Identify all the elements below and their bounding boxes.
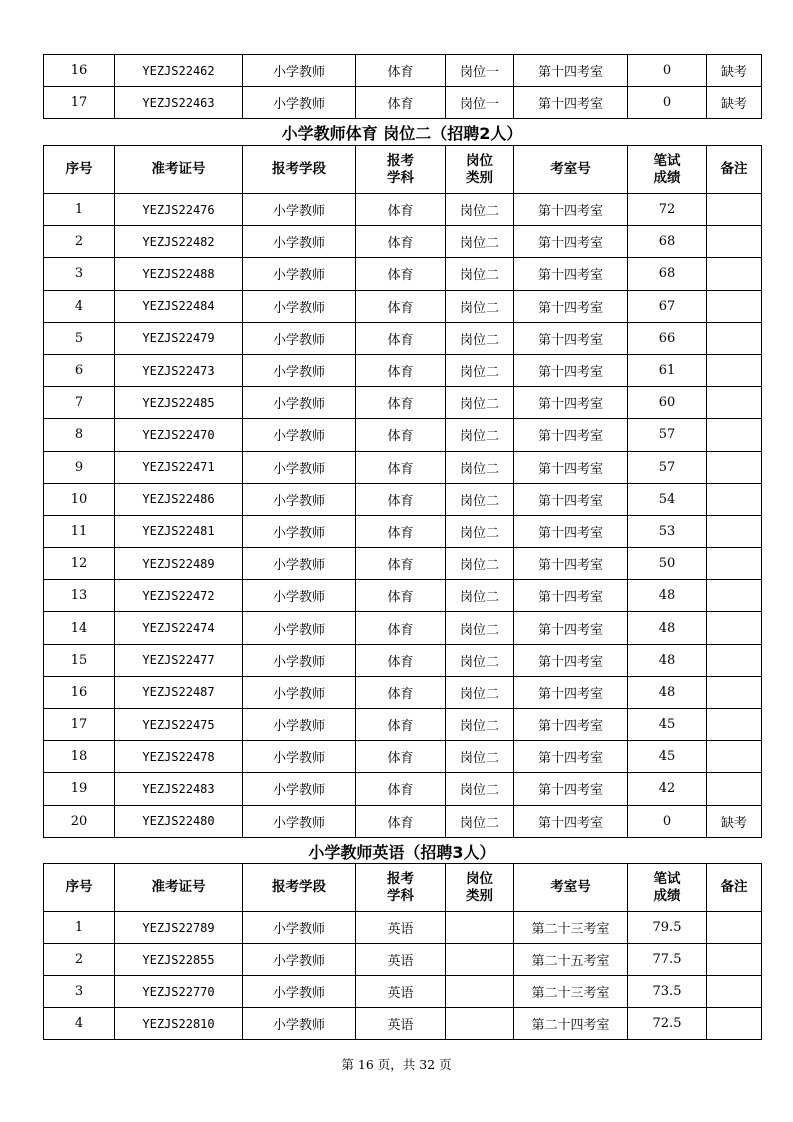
cell-score: 45 [628, 741, 707, 773]
cell-exam-id: YEZJS22471 [115, 451, 243, 483]
cell-room: 第十四考室 [514, 805, 628, 837]
cell-room: 第二十四考室 [514, 1008, 628, 1040]
cell-seq: 7 [44, 387, 115, 419]
cell-remark [707, 548, 762, 580]
section-title-pe-post-2: 小学教师体育 岗位二（招聘2人） [281, 124, 523, 143]
cell-seq: 11 [44, 515, 115, 547]
cell-level: 小学教师 [243, 354, 356, 386]
cell-subject: 英语 [356, 912, 446, 944]
cell-score: 61 [628, 354, 707, 386]
cell-post [446, 976, 514, 1008]
cell-level: 小学教师 [243, 612, 356, 644]
cell-level: 小学教师 [243, 55, 356, 87]
cell-post: 岗位二 [446, 805, 514, 837]
column-header-post: 岗位 类别 [446, 146, 514, 194]
cell-seq: 16 [44, 55, 115, 87]
cell-remark [707, 976, 762, 1008]
cell-remark [707, 451, 762, 483]
cell-post: 岗位二 [446, 741, 514, 773]
cell-room: 第十四考室 [514, 451, 628, 483]
cell-score: 77.5 [628, 944, 707, 976]
table-row [44, 483, 762, 515]
cell-level: 小学教师 [243, 258, 356, 290]
cell-exam-id: YEZJS22475 [115, 709, 243, 741]
cell-post: 岗位二 [446, 548, 514, 580]
cell-remark: 缺考 [707, 805, 762, 837]
cell-exam-id: YEZJS22789 [115, 912, 243, 944]
cell-seq: 3 [44, 258, 115, 290]
cell-post: 岗位一 [446, 55, 514, 87]
cell-subject: 体育 [356, 387, 446, 419]
cell-room: 第十四考室 [514, 419, 628, 451]
cell-room: 第二十三考室 [514, 912, 628, 944]
table-header [44, 864, 762, 912]
cell-post: 岗位二 [446, 226, 514, 258]
cell-remark: 缺考 [707, 87, 762, 119]
cell-room: 第十四考室 [514, 87, 628, 119]
cell-seq: 14 [44, 612, 115, 644]
cell-subject: 体育 [356, 773, 446, 805]
table-row [44, 1008, 762, 1040]
cell-exam-id: YEZJS22477 [115, 644, 243, 676]
table-row [44, 709, 762, 741]
cell-room: 第十四考室 [514, 644, 628, 676]
cell-exam-id: YEZJS22855 [115, 944, 243, 976]
table-row [44, 387, 762, 419]
cell-post: 岗位二 [446, 258, 514, 290]
cell-seq: 4 [44, 1008, 115, 1040]
cell-room: 第十四考室 [514, 55, 628, 87]
cell-exam-id: YEZJS22810 [115, 1008, 243, 1040]
cell-post: 岗位二 [446, 451, 514, 483]
cell-room: 第十四考室 [514, 483, 628, 515]
cell-post: 岗位二 [446, 580, 514, 612]
cell-remark [707, 515, 762, 547]
cell-score: 57 [628, 451, 707, 483]
cell-exam-id: YEZJS22487 [115, 676, 243, 708]
cell-subject: 体育 [356, 258, 446, 290]
cell-exam-id: YEZJS22489 [115, 548, 243, 580]
cell-post: 岗位二 [446, 612, 514, 644]
cell-remark [707, 612, 762, 644]
cell-level: 小学教师 [243, 322, 356, 354]
cell-level: 小学教师 [243, 805, 356, 837]
cell-exam-id: YEZJS22482 [115, 226, 243, 258]
cell-remark [707, 676, 762, 708]
table-row [44, 87, 762, 119]
column-header-room: 考室号 [514, 864, 628, 912]
cell-seq: 15 [44, 644, 115, 676]
cell-seq: 4 [44, 290, 115, 322]
cell-score: 48 [628, 612, 707, 644]
column-header-score: 笔试 成绩 [628, 864, 707, 912]
cell-score: 67 [628, 290, 707, 322]
cell-room: 第二十五考室 [514, 944, 628, 976]
cell-exam-id: YEZJS22488 [115, 258, 243, 290]
cell-score: 45 [628, 709, 707, 741]
cell-exam-id: YEZJS22463 [115, 87, 243, 119]
cell-remark [707, 580, 762, 612]
cell-seq: 19 [44, 773, 115, 805]
cell-post: 岗位二 [446, 194, 514, 226]
header-row [44, 146, 762, 194]
table-row [44, 419, 762, 451]
table-row [44, 354, 762, 386]
column-header-score: 笔试 成绩 [628, 146, 707, 194]
cell-level: 小学教师 [243, 976, 356, 1008]
cell-seq: 13 [44, 580, 115, 612]
column-header-post: 岗位 类别 [446, 864, 514, 912]
cell-score: 60 [628, 387, 707, 419]
cell-level: 小学教师 [243, 290, 356, 322]
cell-subject: 体育 [356, 419, 446, 451]
cell-score: 66 [628, 322, 707, 354]
cell-score: 72.5 [628, 1008, 707, 1040]
table-row [44, 290, 762, 322]
cell-room: 第十四考室 [514, 322, 628, 354]
cell-exam-id: YEZJS22473 [115, 354, 243, 386]
table-row [44, 322, 762, 354]
cell-level: 小学教师 [243, 194, 356, 226]
cell-seq: 6 [44, 354, 115, 386]
page-footer: 第 16 页，共 32 页 [341, 1057, 452, 1072]
cell-score: 42 [628, 773, 707, 805]
table-row [44, 55, 762, 87]
cell-post: 岗位二 [446, 676, 514, 708]
column-header-seq: 序号 [44, 146, 115, 194]
cell-post: 岗位二 [446, 773, 514, 805]
cell-level: 小学教师 [243, 944, 356, 976]
cell-score: 57 [628, 419, 707, 451]
cell-remark [707, 1008, 762, 1040]
cell-remark [707, 644, 762, 676]
cell-room: 第十四考室 [514, 676, 628, 708]
continued-table [43, 54, 762, 119]
cell-room: 第十四考室 [514, 773, 628, 805]
cell-post: 岗位二 [446, 354, 514, 386]
cell-subject: 体育 [356, 194, 446, 226]
cell-level: 小学教师 [243, 451, 356, 483]
cell-post: 岗位二 [446, 419, 514, 451]
cell-subject: 体育 [356, 709, 446, 741]
cell-seq: 1 [44, 194, 115, 226]
cell-room: 第二十三考室 [514, 976, 628, 1008]
cell-exam-id: YEZJS22486 [115, 483, 243, 515]
cell-remark [707, 322, 762, 354]
cell-remark [707, 912, 762, 944]
cell-exam-id: YEZJS22470 [115, 419, 243, 451]
column-header-level: 报考学段 [243, 146, 356, 194]
cell-seq: 17 [44, 87, 115, 119]
table-row [44, 612, 762, 644]
cell-room: 第十四考室 [514, 709, 628, 741]
cell-room: 第十四考室 [514, 226, 628, 258]
cell-post: 岗位二 [446, 290, 514, 322]
cell-post: 岗位二 [446, 322, 514, 354]
cell-subject: 体育 [356, 322, 446, 354]
cell-subject: 体育 [356, 676, 446, 708]
cell-subject: 体育 [356, 644, 446, 676]
cell-exam-id: YEZJS22478 [115, 741, 243, 773]
cell-score: 48 [628, 676, 707, 708]
table-row [44, 676, 762, 708]
cell-room: 第十四考室 [514, 741, 628, 773]
cell-remark [707, 387, 762, 419]
cell-subject: 体育 [356, 290, 446, 322]
table-row [44, 580, 762, 612]
cell-seq: 20 [44, 805, 115, 837]
column-header-seq: 序号 [44, 864, 115, 912]
cell-post: 岗位二 [446, 483, 514, 515]
table-row [44, 912, 762, 944]
cell-exam-id: YEZJS22462 [115, 55, 243, 87]
cell-level: 小学教师 [243, 676, 356, 708]
column-header-room: 考室号 [514, 146, 628, 194]
cell-room: 第十四考室 [514, 290, 628, 322]
cell-level: 小学教师 [243, 387, 356, 419]
cell-level: 小学教师 [243, 773, 356, 805]
cell-subject: 体育 [356, 612, 446, 644]
table-row [44, 644, 762, 676]
cell-seq: 8 [44, 419, 115, 451]
cell-post [446, 944, 514, 976]
cell-level: 小学教师 [243, 1008, 356, 1040]
header-row [44, 864, 762, 912]
cell-subject: 英语 [356, 976, 446, 1008]
cell-room: 第十四考室 [514, 612, 628, 644]
cell-remark: 缺考 [707, 55, 762, 87]
column-header-exam-id: 准考证号 [115, 146, 243, 194]
cell-level: 小学教师 [243, 548, 356, 580]
cell-score: 0 [628, 87, 707, 119]
cell-seq: 16 [44, 676, 115, 708]
english-table [43, 863, 762, 1040]
cell-subject: 体育 [356, 805, 446, 837]
cell-post [446, 1008, 514, 1040]
cell-exam-id: YEZJS22480 [115, 805, 243, 837]
cell-remark [707, 258, 762, 290]
cell-subject: 体育 [356, 515, 446, 547]
cell-room: 第十四考室 [514, 354, 628, 386]
cell-exam-id: YEZJS22481 [115, 515, 243, 547]
cell-level: 小学教师 [243, 87, 356, 119]
cell-room: 第十四考室 [514, 387, 628, 419]
cell-exam-id: YEZJS22472 [115, 580, 243, 612]
cell-remark [707, 354, 762, 386]
column-header-level: 报考学段 [243, 864, 356, 912]
cell-seq: 12 [44, 548, 115, 580]
table-row [44, 515, 762, 547]
table-row [44, 773, 762, 805]
cell-remark [707, 741, 762, 773]
column-header-subject: 报考 学科 [356, 864, 446, 912]
cell-exam-id: YEZJS22484 [115, 290, 243, 322]
cell-seq: 2 [44, 226, 115, 258]
cell-score: 72 [628, 194, 707, 226]
cell-seq: 5 [44, 322, 115, 354]
cell-seq: 10 [44, 483, 115, 515]
cell-score: 53 [628, 515, 707, 547]
cell-score: 48 [628, 580, 707, 612]
cell-exam-id: YEZJS22485 [115, 387, 243, 419]
cell-remark [707, 944, 762, 976]
cell-remark [707, 709, 762, 741]
cell-subject: 体育 [356, 741, 446, 773]
cell-room: 第十四考室 [514, 580, 628, 612]
table-header [44, 146, 762, 194]
cell-level: 小学教师 [243, 644, 356, 676]
cell-level: 小学教师 [243, 580, 356, 612]
cell-room: 第十四考室 [514, 194, 628, 226]
cell-subject: 体育 [356, 548, 446, 580]
cell-score: 50 [628, 548, 707, 580]
cell-score: 68 [628, 258, 707, 290]
table-row [44, 976, 762, 1008]
cell-remark [707, 226, 762, 258]
cell-seq: 1 [44, 912, 115, 944]
cell-level: 小学教师 [243, 226, 356, 258]
cell-score: 73.5 [628, 976, 707, 1008]
column-header-remark: 备注 [707, 864, 762, 912]
cell-subject: 体育 [356, 87, 446, 119]
cell-subject: 体育 [356, 226, 446, 258]
cell-room: 第十四考室 [514, 548, 628, 580]
cell-level: 小学教师 [243, 741, 356, 773]
cell-seq: 3 [44, 976, 115, 1008]
cell-exam-id: YEZJS22474 [115, 612, 243, 644]
table-row [44, 258, 762, 290]
table-row [44, 944, 762, 976]
cell-room: 第十四考室 [514, 258, 628, 290]
table-row [44, 805, 762, 837]
cell-subject: 英语 [356, 944, 446, 976]
cell-subject: 体育 [356, 483, 446, 515]
cell-level: 小学教师 [243, 483, 356, 515]
cell-remark [707, 773, 762, 805]
column-header-remark: 备注 [707, 146, 762, 194]
cell-exam-id: YEZJS22479 [115, 322, 243, 354]
column-header-exam-id: 准考证号 [115, 864, 243, 912]
cell-remark [707, 290, 762, 322]
cell-post: 岗位二 [446, 709, 514, 741]
cell-seq: 2 [44, 944, 115, 976]
cell-seq: 9 [44, 451, 115, 483]
cell-level: 小学教师 [243, 912, 356, 944]
cell-post: 岗位一 [446, 87, 514, 119]
column-header-subject: 报考 学科 [356, 146, 446, 194]
table-row [44, 451, 762, 483]
cell-remark [707, 419, 762, 451]
table-row [44, 741, 762, 773]
cell-exam-id: YEZJS22476 [115, 194, 243, 226]
table-row [44, 226, 762, 258]
table-row [44, 194, 762, 226]
cell-seq: 17 [44, 709, 115, 741]
cell-post: 岗位二 [446, 515, 514, 547]
cell-score: 0 [628, 55, 707, 87]
cell-subject: 英语 [356, 1008, 446, 1040]
cell-seq: 18 [44, 741, 115, 773]
cell-subject: 体育 [356, 354, 446, 386]
cell-level: 小学教师 [243, 515, 356, 547]
cell-post: 岗位二 [446, 644, 514, 676]
cell-score: 79.5 [628, 912, 707, 944]
cell-subject: 体育 [356, 55, 446, 87]
cell-remark [707, 194, 762, 226]
cell-level: 小学教师 [243, 419, 356, 451]
pe-post-2-table [43, 145, 762, 838]
cell-exam-id: YEZJS22770 [115, 976, 243, 1008]
cell-exam-id: YEZJS22483 [115, 773, 243, 805]
cell-score: 0 [628, 805, 707, 837]
cell-score: 68 [628, 226, 707, 258]
cell-room: 第十四考室 [514, 515, 628, 547]
cell-post: 岗位二 [446, 387, 514, 419]
section-title-english: 小学教师英语（招聘3人） [308, 843, 496, 862]
cell-subject: 体育 [356, 580, 446, 612]
cell-score: 48 [628, 644, 707, 676]
cell-score: 54 [628, 483, 707, 515]
table-row [44, 548, 762, 580]
cell-subject: 体育 [356, 451, 446, 483]
cell-remark [707, 483, 762, 515]
cell-level: 小学教师 [243, 709, 356, 741]
cell-post [446, 912, 514, 944]
